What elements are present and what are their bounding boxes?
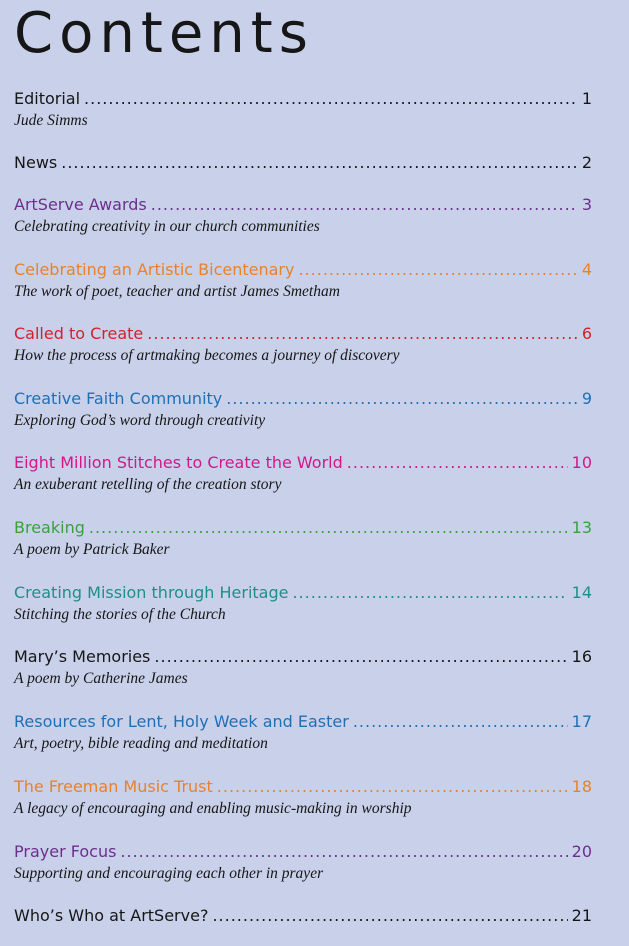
toc-entry-page: 18	[571, 777, 592, 796]
toc-entry-news[interactable]	[14, 152, 592, 174]
toc-entry-page: 16	[571, 647, 592, 666]
toc-entry-line	[14, 88, 592, 110]
toc-entry-page: 4	[581, 260, 592, 279]
toc-entry-freeman-music-trust[interactable]	[14, 776, 592, 819]
toc-entry-page: 9	[581, 389, 592, 408]
toc-entry-line	[14, 517, 592, 539]
toc-entry-line	[14, 259, 592, 281]
toc-entry-line	[14, 194, 592, 216]
toc-entry-page: 17	[571, 712, 592, 731]
toc-entry-title[interactable]: Breaking	[14, 518, 85, 537]
toc-entry-subtitle: A legacy of encouraging and enabling music-making in worship	[14, 800, 412, 817]
toc-entry-editorial[interactable]	[14, 88, 592, 131]
toc-entry-subtitle: Art, poetry, bible reading and meditation	[14, 735, 268, 752]
toc-entry-resources-lent[interactable]	[14, 711, 592, 754]
toc-entry-line	[14, 152, 592, 174]
toc-entry-page: 20	[571, 842, 592, 861]
dot-leader	[89, 517, 568, 539]
toc-entry-subtitle: A poem by Patrick Baker	[14, 541, 170, 558]
toc-entry-subtitle: Stitching the stories of the Church	[14, 606, 226, 623]
toc-entry-subtitle: Jude Simms	[14, 112, 88, 129]
toc-entry-subtitle: The work of poet, teacher and artist James Smetham	[14, 283, 340, 300]
toc-entry-eight-million-stitches[interactable]	[14, 452, 592, 495]
toc-entry-page: 1	[581, 89, 592, 108]
dot-leader	[353, 711, 568, 733]
toc-entry-title[interactable]: Celebrating an Artistic Bicentenary	[14, 260, 295, 279]
toc-entry-line	[14, 776, 592, 798]
toc-entry-title[interactable]: Prayer Focus	[14, 842, 117, 861]
toc-entry-whos-who[interactable]	[14, 905, 592, 927]
toc-entry-subtitle: Celebrating creativity in our church communities	[14, 218, 320, 235]
dot-leader	[147, 323, 578, 345]
toc-entry-subtitle: A poem by Catherine James	[14, 670, 188, 687]
toc-entry-line	[14, 323, 592, 345]
toc-entry-subtitle: How the process of artmaking becomes a journey of discovery	[14, 347, 400, 364]
toc-entry-title[interactable]: ArtServe Awards	[14, 195, 147, 214]
toc-entry-creating-mission[interactable]	[14, 582, 592, 625]
toc-entry-title[interactable]: Who’s Who at ArtServe?	[14, 906, 209, 925]
toc-entry-line	[14, 582, 592, 604]
dot-leader	[120, 841, 567, 863]
toc-entry-title[interactable]: News	[14, 153, 58, 172]
toc-entry-title[interactable]: Resources for Lent, Holy Week and Easter	[14, 712, 349, 731]
dot-leader	[84, 88, 578, 110]
toc-entry-line	[14, 388, 592, 410]
toc-entry-artistic-bicentenary[interactable]	[14, 259, 592, 302]
dot-leader	[298, 259, 577, 281]
dot-leader	[292, 582, 567, 604]
toc-entry-subtitle: An exuberant retelling of the creation story	[14, 476, 282, 493]
dot-leader	[226, 388, 578, 410]
toc-entry-line	[14, 452, 592, 474]
toc-entry-creative-faith-community[interactable]	[14, 388, 592, 431]
dot-leader	[217, 776, 568, 798]
toc-entry-title[interactable]: Creative Faith Community	[14, 389, 223, 408]
toc-entry-prayer-focus[interactable]	[14, 841, 592, 884]
toc-entry-line	[14, 711, 592, 733]
toc-entry-subtitle: Supporting and encouraging each other in prayer	[14, 865, 324, 882]
toc-entry-page: 2	[581, 153, 592, 172]
toc-entry-called-to-create[interactable]	[14, 323, 592, 366]
toc-entry-page: 6	[581, 324, 592, 343]
toc-entry-title[interactable]: Eight Million Stitches to Create the World	[14, 453, 343, 472]
toc-entry-marys-memories[interactable]	[14, 646, 592, 689]
toc-entry-title[interactable]: The Freeman Music Trust	[14, 777, 213, 796]
toc-entry-page: 13	[571, 518, 592, 537]
dot-leader	[347, 452, 568, 474]
toc-entry-title[interactable]: Called to Create	[14, 324, 144, 343]
toc-entry-line	[14, 905, 592, 927]
toc-entry-line	[14, 841, 592, 863]
toc-entry-page: 21	[571, 906, 592, 925]
toc-entry-artserve-awards[interactable]	[14, 194, 592, 237]
dot-leader	[154, 646, 567, 668]
toc-entry-page: 10	[571, 453, 592, 472]
dot-leader	[212, 905, 567, 927]
toc-entry-breaking[interactable]	[14, 517, 592, 560]
toc-entry-title[interactable]: Creating Mission through Heritage	[14, 583, 289, 602]
dot-leader	[61, 152, 578, 174]
toc-entry-title[interactable]: Mary’s Memories	[14, 647, 151, 666]
page-title: Contents	[14, 1, 314, 66]
toc-entry-page: 14	[571, 583, 592, 602]
toc-entry-line	[14, 646, 592, 668]
toc-entry-subtitle: Exploring God’s word through creativity	[14, 412, 266, 429]
dot-leader	[151, 194, 578, 216]
toc-entry-page: 3	[581, 195, 592, 214]
toc-entry-title[interactable]: Editorial	[14, 89, 81, 108]
